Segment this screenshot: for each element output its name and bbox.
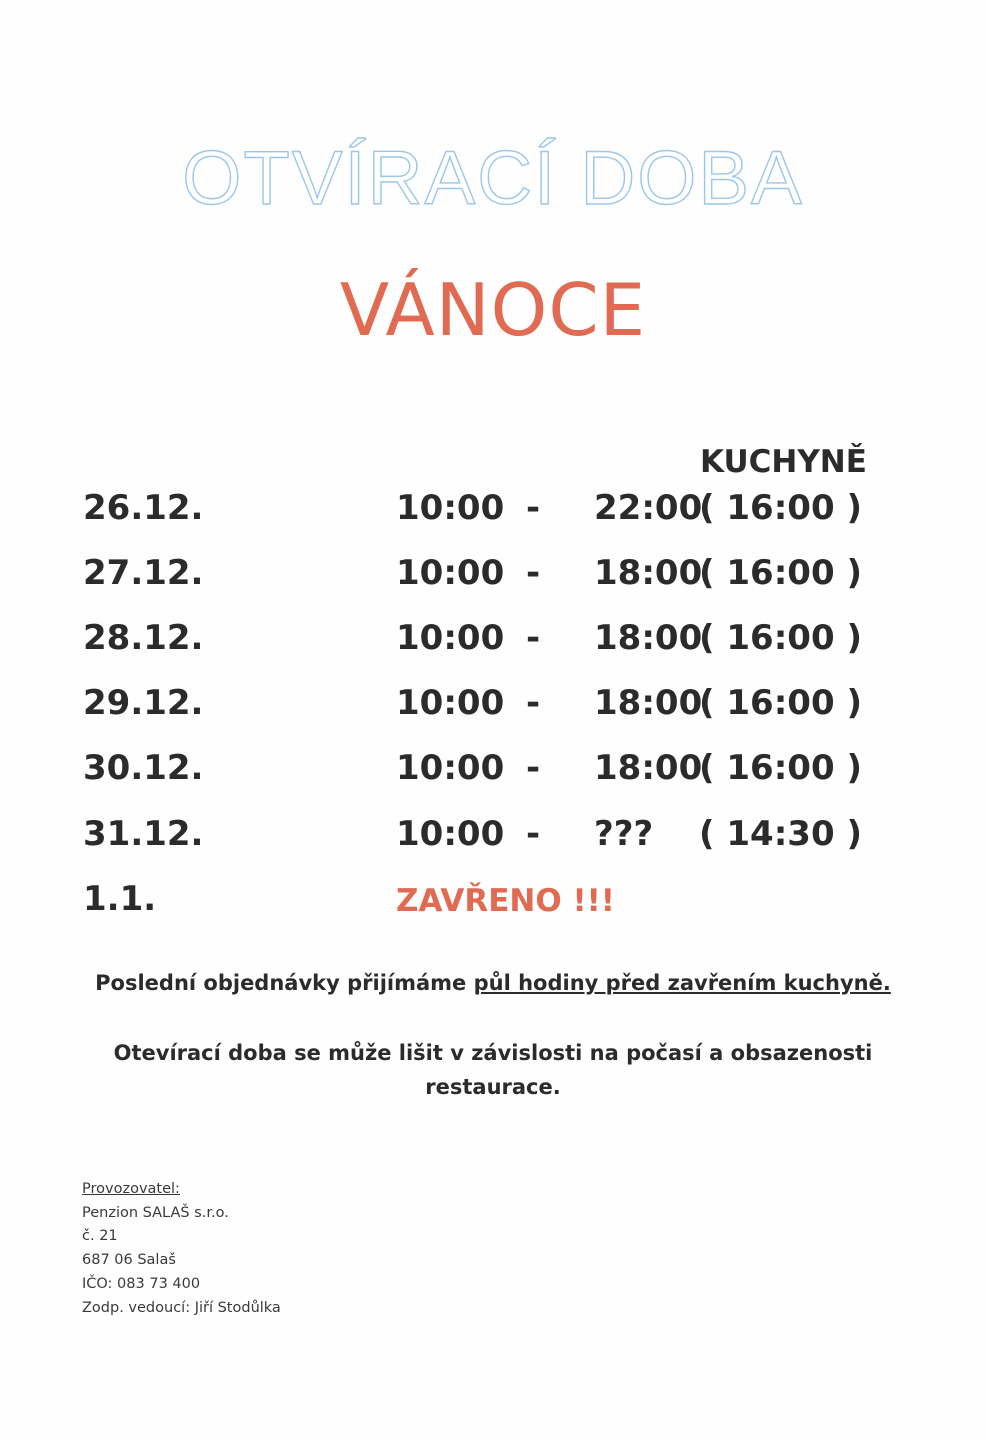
schedule-row <box>0 618 986 668</box>
schedule-row-closed <box>0 879 986 929</box>
schedule-date: 28.12. <box>83 618 204 658</box>
page-subtitle: VÁNOCE <box>339 268 647 352</box>
operator-name: Penzion SALAŠ s.r.o. <box>82 1204 229 1221</box>
schedule-date: 31.12. <box>83 814 204 854</box>
note-hours-may-vary <box>0 1036 986 1104</box>
schedule-date: 30.12. <box>83 748 204 788</box>
schedule-close-time: 18:00 <box>594 748 703 788</box>
schedule-open-time: 10:00 <box>396 683 505 723</box>
schedule-row <box>0 814 986 864</box>
note-hours-line: restaurace. <box>425 1075 561 1099</box>
schedule-kitchen-time: ( 14:30 ) <box>699 814 862 854</box>
note-last-orders-emphasis: půl hodiny před zavřením kuchyně. <box>473 971 891 995</box>
schedule-close-time: 22:00 <box>594 488 703 528</box>
page-title: OTVÍRACÍ DOBA <box>182 136 804 221</box>
schedule-date: 29.12. <box>83 683 204 723</box>
schedule-date: 1.1. <box>83 879 157 919</box>
schedule-open-time: 10:00 <box>396 814 505 854</box>
schedule-kitchen-time: ( 16:00 ) <box>699 618 862 658</box>
schedule-dash: - <box>526 618 541 658</box>
operator-ico: IČO: 083 73 400 <box>82 1275 201 1292</box>
schedule-kitchen-time: ( 16:00 ) <box>699 488 862 528</box>
schedule-open-time: 10:00 <box>396 553 505 593</box>
schedule-row <box>0 553 986 603</box>
schedule-close-time: 18:00 <box>594 683 703 723</box>
schedule-dash: - <box>526 553 541 593</box>
operator-manager: Zodp. vedoucí: Jiří Stodůlka <box>82 1299 281 1316</box>
schedule-row <box>0 488 986 538</box>
operator-city: 687 06 Salaš <box>82 1252 176 1269</box>
note-last-orders <box>0 966 986 1000</box>
schedule-close-time: 18:00 <box>594 618 703 658</box>
schedule-date: 26.12. <box>83 488 204 528</box>
schedule-dash: - <box>526 748 541 788</box>
schedule-close-time: ??? <box>594 814 654 854</box>
schedule-open-time: 10:00 <box>396 618 505 658</box>
schedule-dash: - <box>526 814 541 854</box>
closed-label: ZAVŘENO !!! <box>396 883 615 919</box>
schedule-close-time: 18:00 <box>594 553 703 593</box>
schedule-kitchen-time: ( 16:00 ) <box>699 748 862 788</box>
note-last-orders-text: Poslední objednávky přijímáme <box>95 971 474 995</box>
schedule-open-time: 10:00 <box>396 488 505 528</box>
note-hours-line: Otevírací doba se může lišit v závislosti na počasí a obsazenosti <box>113 1041 873 1065</box>
operator-label: Provozovatel: <box>82 1181 180 1197</box>
operator-block <box>82 1178 281 1320</box>
operator-street: č. 21 <box>82 1228 118 1245</box>
schedule-open-time: 10:00 <box>396 748 505 788</box>
schedule-kitchen-time: ( 16:00 ) <box>699 553 862 593</box>
schedule-row <box>0 748 986 798</box>
schedule-dash: - <box>526 683 541 723</box>
kitchen-column-header: KUCHYNĚ <box>700 444 867 480</box>
schedule-row <box>0 683 986 733</box>
schedule-kitchen-time: ( 16:00 ) <box>699 683 862 723</box>
schedule-date: 27.12. <box>83 553 204 593</box>
schedule-dash: - <box>526 488 541 528</box>
